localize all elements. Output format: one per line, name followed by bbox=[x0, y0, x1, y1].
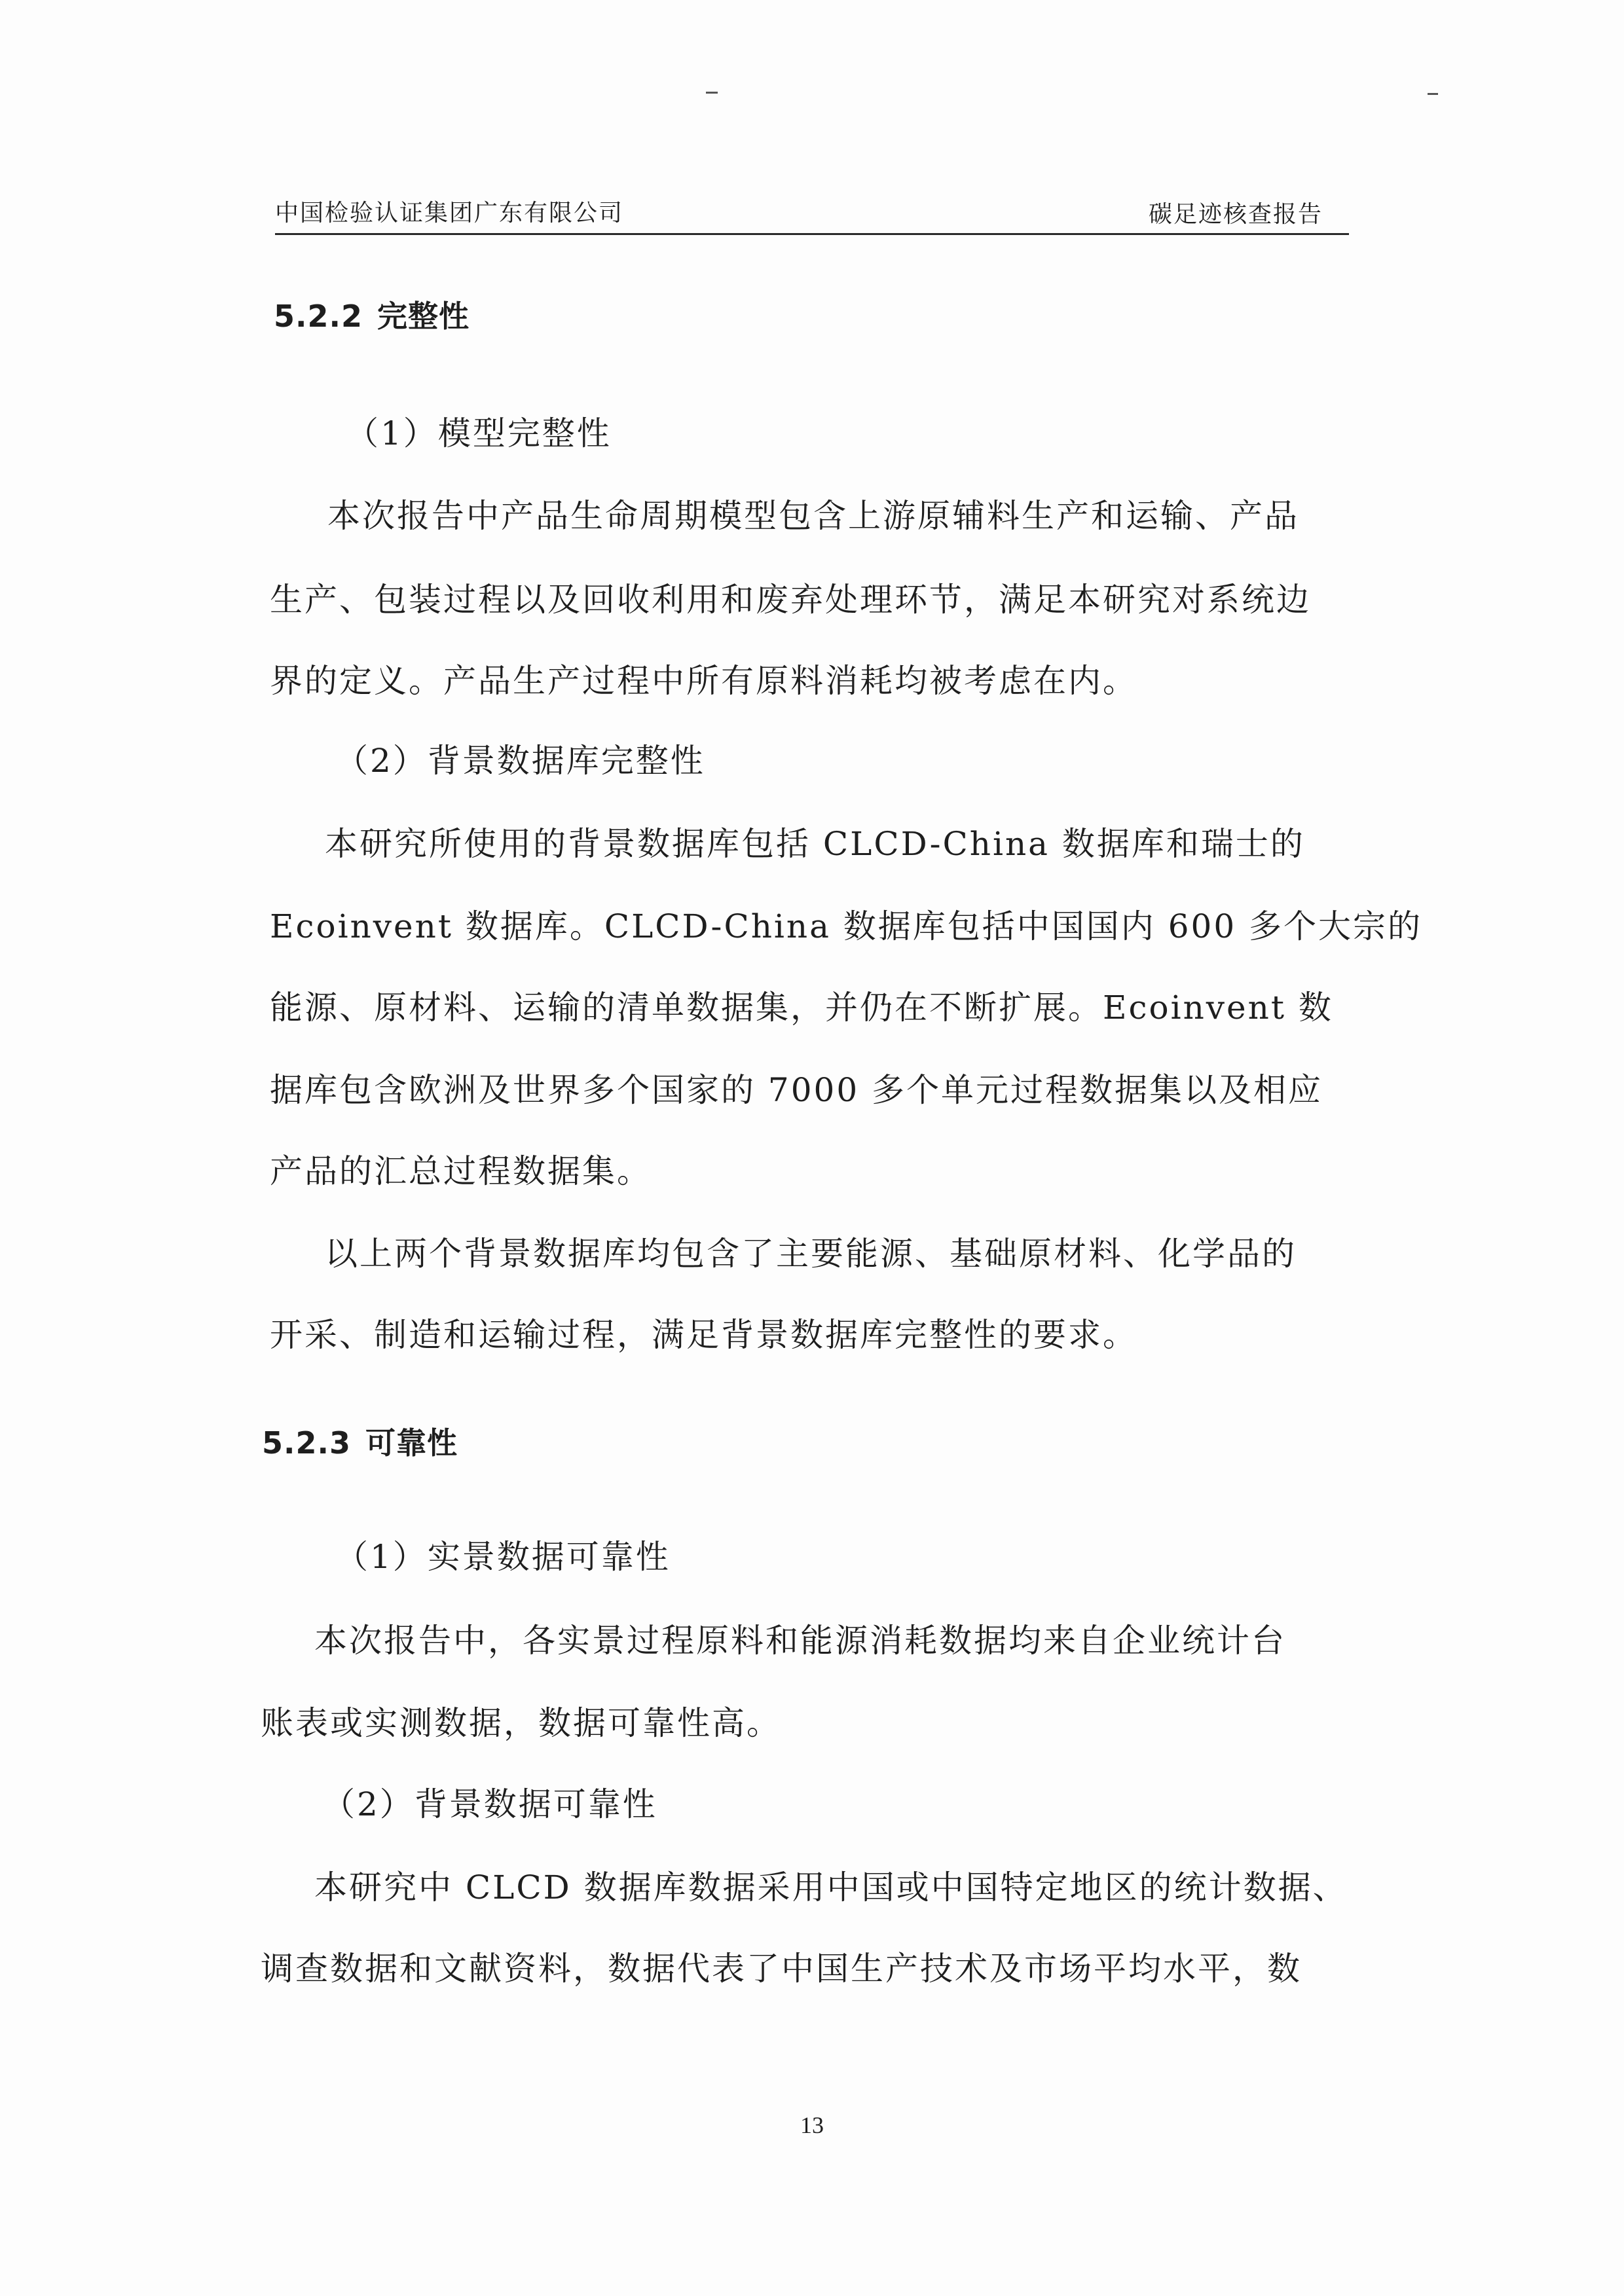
subsection-heading: （2）背景数据可靠性 bbox=[322, 1785, 657, 1823]
paragraph-line: 账表或实测数据，数据可靠性高。 bbox=[261, 1704, 781, 1742]
header-company: 中国检验认证集团广东有限公司 bbox=[275, 200, 624, 227]
subsection-heading: （2）背景数据库完整性 bbox=[335, 742, 705, 780]
paragraph-line: 本研究中 CLCD 数据库数据采用中国或中国特定地区的统计数据、 bbox=[314, 1868, 1348, 1906]
section-heading-5-2-2 bbox=[274, 293, 470, 336]
paragraph-line: 生产、包装过程以及回收利用和废弃处理环节，满足本研究对系统边 bbox=[270, 581, 1311, 619]
paragraph-line: 据库包含欧洲及世界多个国家的 7000 多个单元过程数据集以及相应 bbox=[270, 1071, 1323, 1109]
scan-mark bbox=[1428, 93, 1438, 95]
paragraph-line: 本次报告中，各实景过程原料和能源消耗数据均来自企业统计台 bbox=[314, 1622, 1286, 1660]
section-number: 5.2.3 bbox=[262, 1425, 351, 1461]
section-title: 完整性 bbox=[377, 299, 470, 334]
subsection-heading: （1）实景数据可靠性 bbox=[335, 1538, 671, 1576]
scan-mark bbox=[706, 92, 718, 94]
paragraph-line: 能源、原材料、运输的清单数据集，并仍在不断扩展。Ecoinvent 数 bbox=[270, 989, 1333, 1027]
paragraph-line: 本研究所使用的背景数据库包括 CLCD-China 数据库和瑞士的 bbox=[325, 825, 1305, 863]
paragraph-line: 界的定义。产品生产过程中所有原料消耗均被考虑在内。 bbox=[270, 662, 1137, 700]
page-header bbox=[275, 190, 1349, 235]
subsection-heading: （1）模型完整性 bbox=[346, 414, 612, 452]
paragraph-line: 产品的汇总过程数据集。 bbox=[270, 1152, 652, 1190]
section-number: 5.2.2 bbox=[274, 299, 363, 334]
header-report-title: 碳足迹核查报告 bbox=[1148, 201, 1323, 228]
page-number: 13 bbox=[800, 2112, 824, 2138]
paragraph-line: 本次报告中产品生命周期模型包含上游原辅料生产和运输、产品 bbox=[327, 497, 1299, 535]
paragraph-line: 开采、制造和运输过程，满足背景数据库完整性的要求。 bbox=[270, 1316, 1137, 1354]
paragraph-line: 调查数据和文献资料，数据代表了中国生产技术及市场平均水平，数 bbox=[261, 1950, 1302, 1988]
section-title: 可靠性 bbox=[365, 1425, 458, 1461]
section-heading-5-2-3 bbox=[262, 1419, 458, 1463]
paragraph-line: Ecoinvent 数据库。CLCD-China 数据库包括中国国内 600 多个大宗的 bbox=[270, 907, 1423, 945]
paragraph-line: 以上两个背景数据库均包含了主要能源、基础原材料、化学品的 bbox=[325, 1235, 1297, 1273]
